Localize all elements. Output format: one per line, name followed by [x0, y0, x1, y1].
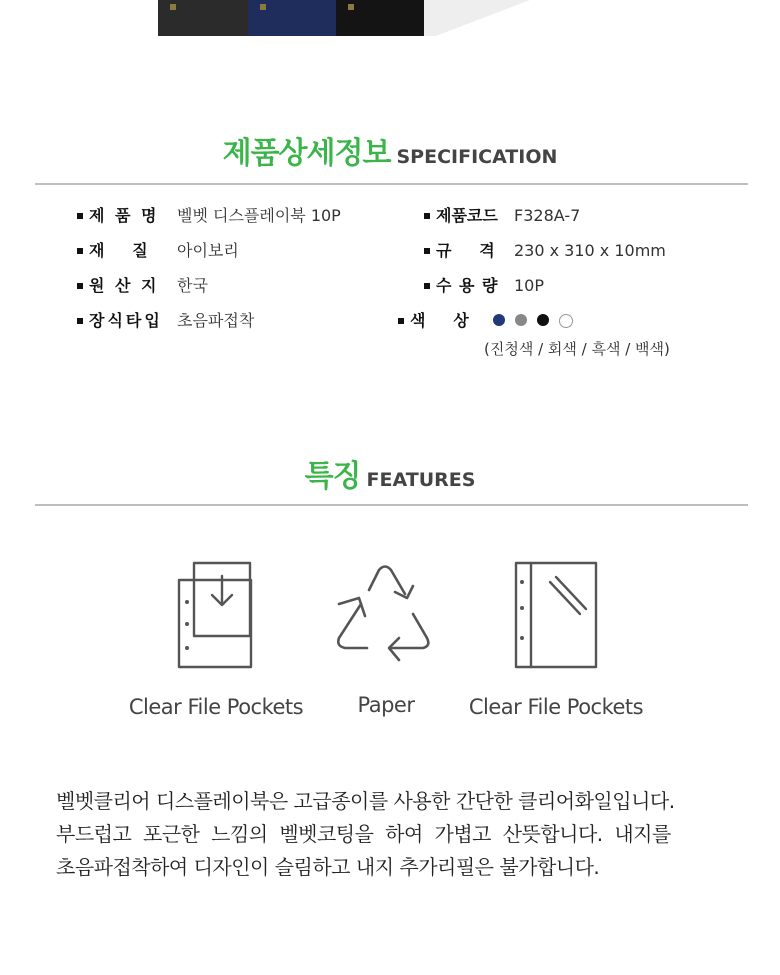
spec-label: 제 품 명: [89, 206, 157, 225]
spec-label: 원 산 지: [89, 276, 157, 295]
swatch-navy: [493, 314, 505, 326]
spec-value: 초음파접착: [177, 311, 255, 330]
spec-label: 제품코드: [436, 206, 498, 225]
spec-row-material: [77, 239, 239, 263]
spec-label: 규 격: [436, 241, 495, 260]
swatch-black: [537, 314, 549, 326]
spec-label: 장식타입: [89, 311, 163, 330]
binder-emblem: [348, 4, 354, 10]
bullet-icon: [424, 213, 430, 219]
clear-file-pocket-insert-icon: [176, 560, 254, 670]
clear-file-pocket-sheet-icon: [514, 560, 598, 670]
feature-label-clear-pockets-2: Clear File Pockets: [468, 695, 644, 719]
spec-label: 재 질: [89, 241, 148, 260]
spec-value: 벨벳 디스플레이북 10P: [177, 206, 341, 225]
spec-row-color: [398, 309, 469, 333]
swatch-white: [559, 314, 573, 328]
binder-emblem: [170, 4, 176, 10]
feature-label-paper: Paper: [357, 693, 415, 717]
spec-divider: [35, 183, 748, 185]
product-photo-strip: [0, 0, 780, 40]
features-title-ko: 특징: [304, 459, 361, 494]
spec-row-origin: [77, 274, 208, 298]
bullet-icon: [398, 318, 404, 324]
swatch-gray: [515, 314, 527, 326]
description-line-3: 초음파접착하여 디자인이 슬림하고 내지 추가리필은 불가합니다.: [56, 855, 600, 879]
spec-row-product-name: [77, 204, 341, 228]
description-line-2: 부드럽고 포근한 느낌의 벨벳코팅을 하여 가볍고 산뜻합니다. 내지를: [56, 822, 671, 846]
bullet-icon: [424, 283, 430, 289]
spec-value: 230 x 310 x 10mm: [514, 241, 666, 260]
spec-value: 10P: [514, 276, 545, 295]
bullet-icon: [77, 248, 83, 254]
features-divider: [35, 504, 748, 506]
feature-label-clear-pockets-1: Clear File Pockets: [128, 695, 304, 719]
spec-value: 한국: [177, 276, 208, 295]
recycle-icon: [333, 560, 437, 664]
bullet-icon: [424, 248, 430, 254]
spec-value: 아이보리: [177, 241, 239, 260]
spec-title-en: SPECIFICATION: [396, 146, 558, 168]
spec-row-size: [424, 239, 666, 263]
spec-row-capacity: [424, 274, 545, 298]
features-title-en: FEATURES: [366, 469, 476, 491]
spec-title-ko: 제품상세정보: [222, 136, 391, 171]
color-names-note: (진청색 / 회색 / 흑색 / 백색): [484, 340, 670, 358]
spec-label: 수 용 량: [436, 276, 498, 295]
spec-row-product-code: [424, 204, 581, 228]
binder-white: [424, 0, 530, 36]
spec-label: 색 상: [410, 311, 469, 330]
spec-section-title: [0, 128, 780, 172]
description-line-1: 벨벳클리어 디스플레이북은 고급종이를 사용한 간단한 클리어화일입니다.: [56, 789, 675, 813]
bullet-icon: [77, 213, 83, 219]
bullet-icon: [77, 283, 83, 289]
spec-row-decoration-type: [77, 309, 255, 333]
spec-value: F328A-7: [514, 206, 581, 225]
binder-emblem: [260, 4, 266, 10]
features-section-title: [0, 451, 780, 495]
bullet-icon: [77, 318, 83, 324]
